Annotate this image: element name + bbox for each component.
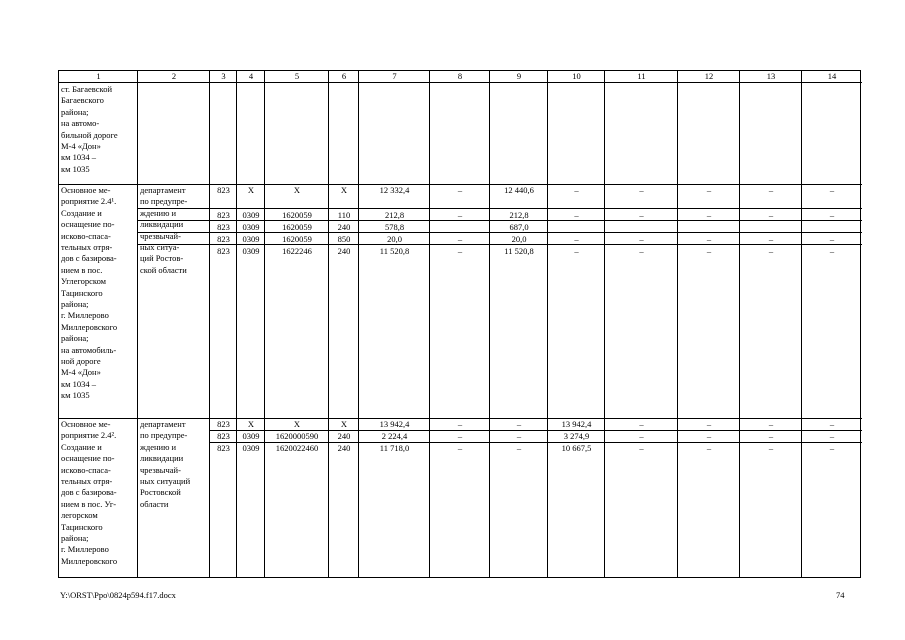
measure-description-line: роприятие 2.4². — [61, 430, 117, 441]
header-cell-12: 12 — [704, 71, 714, 81]
block1-row-1-col-12: – — [706, 185, 712, 195]
block1-row-5-col-6: 240 — [337, 246, 351, 256]
block1-row-5-col-8: – — [457, 246, 463, 256]
budget-table — [58, 70, 861, 578]
executor-line: ждению и — [140, 441, 177, 452]
row-divider — [138, 208, 210, 209]
continuation-description-line: на автомо- — [61, 118, 100, 129]
block1-row-3-col-7: 578,8 — [384, 222, 405, 232]
continuation-description-line: км 1035 — [61, 163, 90, 174]
block1-row-4-col-5: 1620059 — [282, 234, 312, 244]
block2-row-3-col-10: 10 667,5 — [561, 443, 592, 453]
block2-row-1-col-10: 13 942,4 — [561, 419, 592, 429]
block2-row-1-col-7: 13 942,4 — [379, 419, 410, 429]
block2-row-2-col-12: – — [706, 431, 712, 441]
measure-description-line: тельных отря- — [61, 242, 113, 252]
column-divider — [801, 71, 802, 577]
block2-row-3-col-13: – — [768, 443, 774, 453]
header-cell-4: 4 — [248, 71, 254, 81]
measure-description-line: Углегорском — [61, 276, 107, 287]
block1-row-1-col-4: Х — [247, 185, 255, 195]
header-cell-7: 7 — [392, 71, 397, 81]
block1-row-1-col-13: – — [768, 185, 774, 195]
measure-description-line: исково-спаса- — [61, 464, 111, 475]
block1-row-5-col-3: 823 — [217, 246, 230, 256]
block1-row-3-col-4: 0309 — [242, 222, 260, 232]
continuation-description-line: М-4 «Дон» — [61, 141, 101, 151]
block2-row-2-col-14: – — [829, 431, 835, 441]
block1-row-2-col-4: 0309 — [242, 210, 260, 220]
block2-row-1-col-4: Х — [247, 419, 255, 429]
block1-row-2-col-5: 1620059 — [282, 210, 312, 220]
block2-row-3-col-7: 11 718,0 — [379, 443, 410, 453]
measure-description-line: Тацинского — [61, 287, 103, 298]
block2-row-1-col-9: – — [516, 419, 522, 429]
continuation-description-line: бильной дороге — [61, 129, 118, 140]
measure-description-line: дов с базирова- — [61, 487, 117, 498]
block2-row-1-col-13: – — [768, 419, 774, 429]
block1-row-5-col-11: – — [639, 246, 644, 256]
block2-row-2-col-6: 240 — [337, 431, 351, 441]
block2-row-2-col-4: 0309 — [242, 431, 260, 441]
block1-row-2-col-13: – — [768, 210, 774, 220]
column-divider — [739, 71, 740, 577]
block1-row-5-col-4: 0309 — [242, 246, 260, 256]
measure-description-line: км 1035 — [61, 390, 90, 401]
block2-row-2-col-10: 3 274,9 — [563, 431, 590, 441]
executor-line: по предупре- — [140, 430, 188, 441]
header-cell-10: 10 — [572, 71, 581, 81]
measure-description-line: ной дороге — [61, 356, 101, 366]
block1-row-2-col-6: 110 — [337, 210, 351, 220]
continuation-description-line: Багаевского — [61, 95, 104, 106]
row-divider — [210, 244, 862, 245]
executor-line: по предупре- — [140, 196, 188, 207]
block2-row-1-col-8: – — [457, 419, 463, 429]
measure-description-line: Тацинского — [61, 521, 103, 532]
column-divider — [547, 71, 548, 577]
column-divider — [209, 71, 210, 577]
column-divider — [137, 71, 138, 577]
block1-row-4-col-11: – — [639, 234, 644, 244]
block1-row-3-col-9: 687,0 — [509, 222, 529, 232]
block2-row-1-col-12: – — [706, 419, 712, 429]
block2-row-1-col-3: 823 — [217, 419, 230, 429]
measure-description-line: роприятие 2.4¹. — [61, 196, 117, 207]
block1-row-4-col-6: 850 — [337, 234, 351, 244]
block1-row-5-col-14: – — [829, 246, 835, 256]
continuation-description-line: ст. Багаевской — [61, 84, 113, 94]
block1-row-4-col-12: – — [706, 234, 712, 244]
executor-line: ликвидации — [140, 219, 184, 230]
column-divider — [358, 71, 359, 577]
measure-description-line: района; — [61, 333, 89, 344]
block1-row-4-col-14: – — [829, 234, 835, 244]
block2-row-1-col-11: – — [639, 419, 644, 429]
block2-row-2-col-8: – — [457, 431, 463, 441]
row-divider — [210, 442, 862, 443]
block1-row-1-col-9: 12 440,6 — [504, 185, 534, 195]
continuation-description-line: км 1034 – — [61, 152, 97, 163]
block2-row-2-col-7: 2 224,4 — [381, 431, 408, 441]
block1-row-2-col-3: 823 — [217, 210, 230, 220]
column-divider — [604, 71, 605, 577]
block1-row-5-col-5: 1622246 — [282, 246, 312, 256]
block1-row-4-col-8: – — [457, 234, 463, 244]
measure-description-line: оснащение по- — [61, 219, 115, 230]
block2-row-3-col-6: 240 — [337, 443, 351, 453]
executor-line: области — [140, 498, 169, 509]
block1-row-1-col-11: – — [639, 185, 644, 195]
block2-row-3-col-4: 0309 — [242, 443, 260, 453]
column-divider — [489, 71, 490, 577]
block1-row-5-col-10: – — [574, 246, 579, 256]
executor-line: ций Ростов- — [140, 253, 184, 264]
block2-row-3-col-14: – — [829, 443, 835, 453]
executor-line: ской области — [140, 264, 187, 275]
header-cell-1: 1 — [96, 71, 101, 81]
block2-row-3-col-8: – — [457, 443, 463, 453]
block1-row-4-col-7: 20,0 — [387, 234, 402, 244]
block1-row-5-col-12: – — [706, 246, 712, 256]
row-divider — [210, 208, 862, 209]
block1-row-2-col-8: – — [457, 210, 463, 220]
block2-row-2-col-3: 823 — [217, 431, 230, 441]
block2-row-1-col-14: – — [829, 419, 835, 429]
block1-row-3-col-6: 240 — [337, 222, 351, 232]
block1-row-4-col-3: 823 — [217, 234, 230, 244]
executor-line: департамент — [140, 419, 186, 429]
header-cell-3: 3 — [221, 71, 226, 81]
executor-line: чрезвычай- — [140, 230, 181, 241]
executor-line: ждению и — [140, 207, 177, 218]
block2-row-3-col-12: – — [706, 443, 712, 453]
block1-row-1-col-5: Х — [293, 185, 301, 195]
block2-row-3-col-9: – — [516, 443, 522, 453]
header-cell-14: 14 — [827, 71, 837, 81]
block1-row-1-col-3: 823 — [217, 185, 230, 195]
measure-description-line: км 1034 – — [61, 378, 97, 389]
row-divider — [138, 244, 210, 245]
measure-description-line: г. Миллерово — [61, 310, 109, 321]
measure-description-line: тельных отря- — [61, 476, 113, 486]
executor-line: ных ситуаций — [140, 476, 191, 486]
header-cell-5: 5 — [294, 71, 300, 81]
page-number: 74 — [836, 590, 845, 600]
block2-row-1-col-5: Х — [293, 419, 301, 429]
block1-row-3-col-3: 823 — [217, 222, 230, 232]
measure-description-line: Миллеровского — [61, 555, 118, 566]
block1-row-4-col-4: 0309 — [242, 234, 260, 244]
continuation-description-line: района; — [61, 106, 89, 117]
block1-row-2-col-11: – — [639, 210, 644, 220]
row-divider — [210, 232, 862, 233]
measure-description-line: Создание и — [61, 207, 102, 218]
header-cell-9: 9 — [516, 71, 522, 81]
block2-row-2-col-11: – — [639, 431, 644, 441]
block1-row-1-col-7: 12 332,4 — [379, 185, 410, 195]
header-cell-13: 13 — [766, 71, 776, 81]
measure-description-line: Основное ме- — [61, 185, 111, 195]
measure-description-line: района; — [61, 533, 89, 543]
executor-line: чрезвычай- — [140, 464, 181, 475]
block1-row-1-col-10: – — [574, 185, 579, 195]
block1-row-5-col-7: 11 520,8 — [379, 246, 410, 256]
block1-row-2-col-14: – — [829, 210, 835, 220]
executor-line: Ростовской — [140, 487, 181, 498]
row-divider — [138, 232, 210, 233]
column-divider — [328, 71, 329, 577]
measure-description-line: оснащение по- — [61, 453, 115, 464]
measure-description-line: нием в пос. — [61, 264, 103, 275]
column-divider — [264, 71, 265, 577]
block1-row-5-col-13: – — [768, 246, 774, 256]
column-divider — [429, 71, 430, 577]
executor-line: департамент — [140, 185, 186, 195]
executor-line: ных ситуа- — [140, 242, 180, 252]
block1-row-4-col-9: 20,0 — [511, 234, 527, 244]
block1-row-1-col-8: – — [457, 185, 463, 195]
block2-row-3-col-3: 823 — [217, 443, 230, 453]
column-divider — [677, 71, 678, 577]
block2-row-2-col-9: – — [516, 431, 522, 441]
block2-row-2-col-13: – — [768, 431, 774, 441]
measure-description-line: Основное ме- — [61, 419, 111, 429]
executor-line: ликвидации — [140, 453, 184, 464]
measure-description-line: нием в пос. Уг- — [61, 498, 117, 509]
row-divider — [210, 430, 862, 431]
measure-description-line: легорском — [61, 510, 98, 521]
header-cell-2: 2 — [171, 71, 177, 81]
measure-description-line: М-4 «Дон» — [61, 367, 101, 378]
block1-row-2-col-12: – — [706, 210, 712, 220]
row-divider — [210, 220, 862, 221]
column-divider — [236, 71, 237, 577]
block1-row-2-col-10: – — [574, 210, 579, 220]
header-cell-8: 8 — [457, 71, 463, 81]
document-path: Y:\ORST\Ppo\0824p594.f17.docx — [60, 590, 176, 600]
block1-row-4-col-10: – — [574, 234, 579, 244]
block1-row-5-col-9: 11 520,8 — [504, 246, 534, 256]
measure-description-line: на автомобиль- — [61, 344, 117, 355]
measure-description-line: Миллеровского — [61, 321, 118, 332]
header-cell-6: 6 — [341, 71, 347, 81]
block2-row-1-col-6: Х — [340, 419, 348, 429]
block2-row-3-col-11: – — [639, 443, 644, 453]
measure-description-line: дов с базирова- — [61, 253, 117, 264]
measure-description-line: г. Миллерово — [61, 544, 109, 555]
block1-row-2-col-7: 212,8 — [384, 210, 405, 220]
block2-row-3-col-5: 1620022460 — [275, 443, 319, 453]
block2-row-2-col-5: 1620000590 — [275, 431, 319, 441]
block1-row-1-col-14: – — [829, 185, 835, 195]
row-divider — [59, 82, 862, 83]
block1-row-1-col-6: Х — [340, 185, 348, 195]
row-divider — [138, 220, 210, 221]
header-cell-11: 11 — [637, 71, 646, 81]
measure-description-line: исково-спаса- — [61, 230, 111, 241]
block1-row-2-col-9: 212,8 — [509, 210, 529, 220]
block1-row-4-col-13: – — [768, 234, 774, 244]
measure-description-line: Создание и — [61, 441, 102, 452]
block1-row-3-col-5: 1620059 — [282, 222, 312, 232]
measure-description-line: района; — [61, 299, 89, 309]
